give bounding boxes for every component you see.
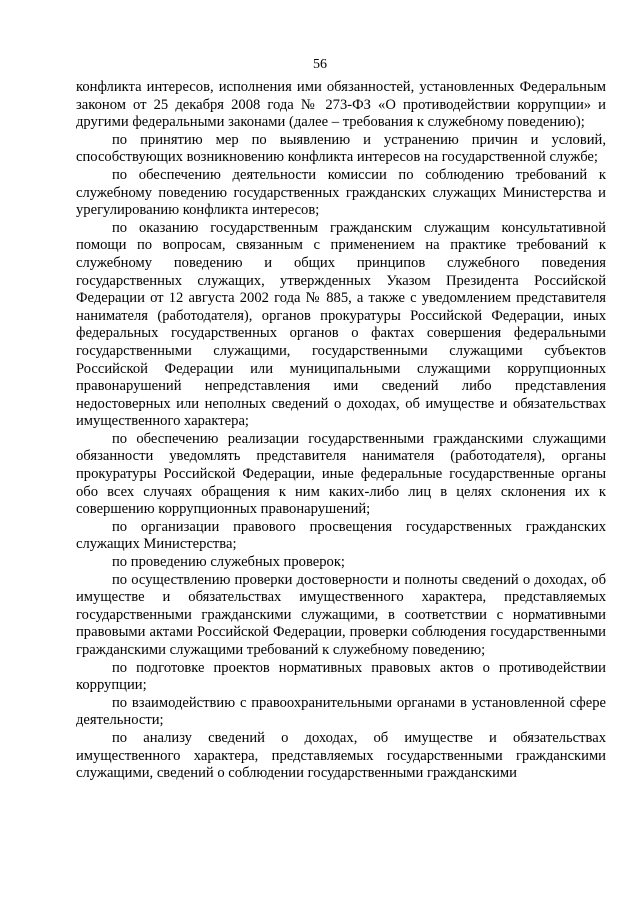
paragraph: по обеспечению реализации государственными гражданскими служащими обязанности уведомлять представителя нанимателя (работодателя), органы прокуратуры Российской Федерации, иные федеральные государственные органы обо всех случаях обращения к ним каких-либо лиц в целях склонения их к совершению коррупционных правонарушений;	[76, 430, 606, 518]
paragraph: по принятию мер по выявлению и устранению причин и условий, способствующих возникновению конфликта интересов на государственной службе;	[76, 131, 606, 166]
paragraph: по подготовке проектов нормативных правовых актов о противодействии коррупции;	[76, 659, 606, 694]
page-number: 56	[313, 57, 327, 72]
paragraph: по осуществлению проверки достоверности и полноты сведений о доходах, об имуществе и обязательствах имущественного характера, представляемых государственными гражданскими служащими, в соответствии с нормативными правовыми актами Российской Федерации, проверки соблюдения государственными гражданскими служащими требований к служебному поведению;	[76, 571, 606, 658]
paragraph: по обеспечению деятельности комиссии по соблюдению требований к служебному поведению государственных гражданских служащих Министерства и урегулированию конфликта интересов;	[76, 166, 606, 219]
paragraph: по анализу сведений о доходах, об имуществе и обязательствах имущественного характера, представляемых государственными гражданскими служащими, сведений о соблюдении государственными гражданскими	[76, 729, 606, 782]
document-body	[76, 79, 606, 783]
paragraph: по взаимодействию с правоохранительными органами в установленной сфере деятельности;	[76, 694, 606, 729]
paragraph: по оказанию государственным гражданским служащим консультативной помощи по вопросам, связанным с применением на практике требований к служебному поведению и общих принципов служебного поведения государственных служащих, утвержденных Указом Президента Российской Федерации от 12 августа 2002 года № 885, а также с уведомлением представителя нанимателя (работодателя), органов прокуратуры Российской Федерации, иных федеральных государственных органов о фактах совершения федеральными государственными служащими, государственными служащими субъектов Российской Федерации или муниципальными служащими коррупционных правонарушений непредставления ими сведений либо представления недостоверных или неполных сведений о доходах, об имуществе и обязательствах имущественного характера;	[76, 219, 606, 430]
paragraph: по организации правового просвещения государственных гражданских служащих Министерства;	[76, 518, 606, 553]
paragraph: по проведению служебных проверок;	[112, 554, 345, 571]
paragraph-continuation: конфликта интересов, исполнения ими обязанностей, установленных Федеральным законом от 25 декабря 2008 года № 273-ФЗ «О противодействии коррупции» и другими федеральными законами (далее – требования к служебному поведению);	[76, 79, 606, 131]
